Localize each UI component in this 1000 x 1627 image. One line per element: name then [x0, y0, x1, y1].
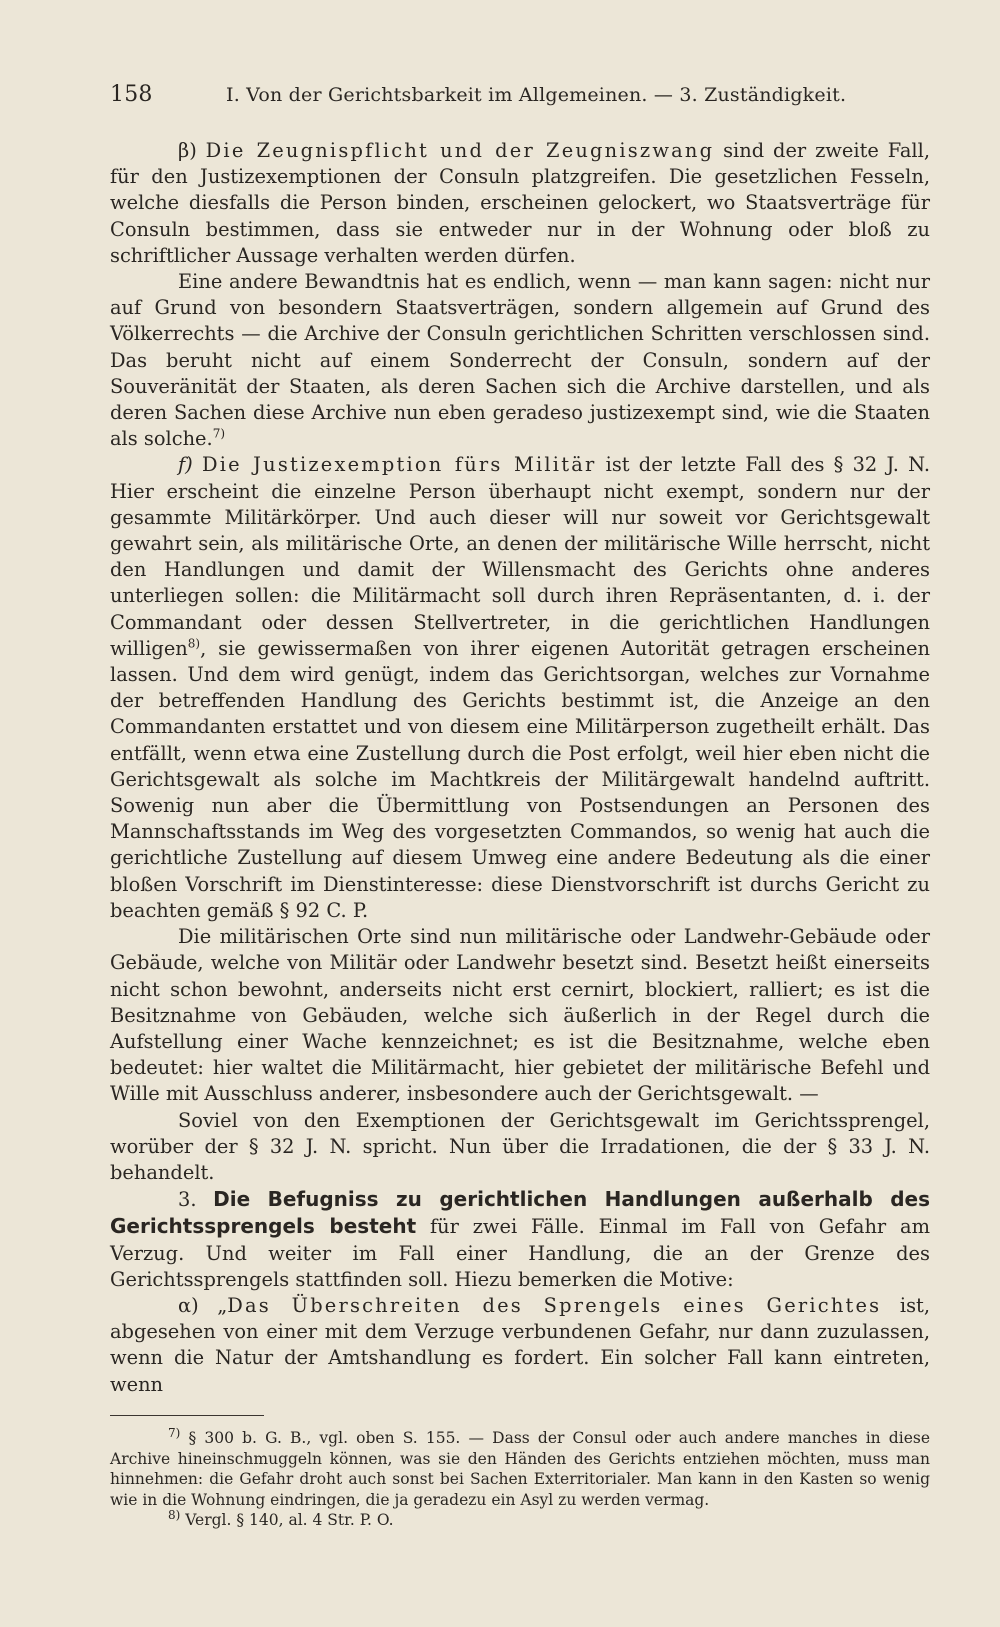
footnote-8	[110, 1507, 930, 1531]
paragraph-text: Soviel von den Exemptionen der Gerichtsgewalt im Gerichtssprengel, worüber der § 32 J. N. spricht. Nun über die Irradationen, die der § 33 J. N. behandelt.	[110, 1108, 930, 1184]
paragraph-text: ist, abgesehen von einer mit dem Verzuge verbundenen Gefahr, nur dann zuzulassen, wenn die Natur der Amtshandlung es fordert. Ein solcher Fall kann eintreten, wenn	[110, 1293, 930, 1396]
paragraph-section-3	[110, 1186, 930, 1293]
enum-marker: f)	[178, 453, 202, 477]
spaced-heading: Die Zeugnispflicht und der Zeugniszwang	[205, 139, 715, 162]
footnote-text: § 300 b. G. B., vgl. oben S. 155. — Dass der Consul oder auch andere manches in diese Archive hineinschmuggeln können, was sie den Händen des Gerichts entziehen möchten, muss man hinnehmen: die Gefahr droht auch sonst bei Sachen Exterritorialer. Man kann in den Kasten so wenig wie in die Wohnung eindringen, die ja geradezu ein Asyl zu werden vermag.	[110, 1429, 930, 1509]
paragraph-alpha	[110, 1293, 930, 1398]
enum-marker: β)	[178, 139, 206, 162]
footnote-mark: 8)	[168, 1507, 181, 1522]
footnote-7	[110, 1425, 930, 1510]
footnote-ref-7[interactable]: 7)	[212, 426, 226, 441]
page-number: 158	[110, 82, 153, 107]
spaced-heading: Das Überschreiten des Sprengels eines Gerichtes	[227, 1293, 882, 1317]
paragraph-text: , sie gewissermaßen von ihrer eigenen Autorität getragen erscheinen lassen. Und dem wird genügt, indem das Gerichtsorgan, welches zur Vornahme der betreffenden Handlung des Gerichts bestimmt ist, die Anzeige an den Commandanten erstattet und von diesem eine Militärperson zugetheilt erhält. Das entfällt, wenn etwa eine Zustellung durch die Post erfolgt, weil hier eben nicht die Gerichtsgewalt als solche im Machtkreis der Militärgewalt handelnd auftritt. Sowenig nun aber die Übermittlung von Postsendungen an Personen des Mannschaftsstands im Weg des vorgesetzten Commandos, so wenig hat auch die gerichtliche Zustellung auf diesem Umweg eine andere Bedeutung als die einer bloßen Vorschrift im Dienstinteresse: diese Dienstvorschrift ist durchs Gericht zu beachten gemäß § 92 C. P.	[110, 636, 930, 922]
footnote-separator	[110, 1415, 264, 1416]
footnote-mark: 7)	[168, 1425, 181, 1440]
footnotes	[110, 1425, 930, 1531]
paragraph-text: sind der zweite Fall, für den Justizexemptionen der Consuln platzgreifen. Die gesetzlichen Fesseln, welche diesfalls die Person binden, erscheinen gelockert, wo Staatsverträge für Consuln bestimmen, dass sie entweder nur in der Wohnung oder bloß zu schriftlicher Aussage verhalten werden dürfen.	[110, 139, 930, 267]
section-heading: Die Befugniss zu gerichtlichen Handlungen außerhalb des Gerichtssprengels besteht	[110, 1187, 931, 1239]
paragraph-beta	[110, 138, 930, 269]
spaced-heading: Die Justizexemption fürs Militär	[201, 453, 597, 477]
paragraph-text: Die militärischen Orte sind nun militärische oder Landwehr-Gebäude oder Gebäude, welche von Militär oder Landwehr besetzt sind. Besetzt heißt einerseits nicht schon bewohnt, anderseits nicht erst cernirt, blockiert, ralliert; es ist die Besitznahme von Gebäuden, welche sich äußerlich in der Regel durch die Aufstellung einer Wache kennzeichnet; es ist die Besitznahme, welche eben bedeutet: hier waltet die Militärmacht, hier gebietet der militärische Befehl und Wille mit Ausschluss anderer, insbesondere auch der Gerichtsgewalt. —	[110, 925, 930, 1106]
paragraph-text: für zwei Fälle. Einmal im Fall von Gefahr am Verzug. Und weiter im Fall einer Handlung, die an der Grenze des Gerichtssprengels stattfinden soll. Hiezu bemerken die Motive:	[110, 1215, 930, 1291]
enum-marker: α) „	[178, 1293, 228, 1317]
paragraph-exemptions-summary	[110, 1108, 930, 1187]
page-header	[110, 82, 940, 114]
paragraph-text: Eine andere Bewandtnis hat es endlich, wenn — man kann sagen: nicht nur auf Grund von besondern Staatsverträgen, sondern allgemein auf Grund des Völkerrechts — die Archive der Consuln gerichtlichen Schritten verschlossen sind. Das beruht nicht auf einem Sonderrecht der Consuln, sondern auf der Souveränität der Staaten, als deren Sachen sich die Archive darstellen, und als deren Sachen diese Archive nun eben geradeso justizexempt sind, wie die Staaten als solche.	[110, 270, 930, 451]
footnote-ref-8[interactable]: 8)	[187, 636, 201, 651]
paragraph-archives	[110, 269, 930, 452]
section-number: 3.	[178, 1188, 214, 1212]
main-text	[110, 138, 930, 1398]
footnote-text: Vergl. § 140, al. 4 Str. P. O.	[180, 1511, 394, 1529]
paragraph-military	[110, 452, 930, 924]
paragraph-military-places	[110, 924, 930, 1107]
running-head: I. Von der Gerichtsbarkeit im Allgemeinen. — 3. Zuständigkeit.	[226, 84, 847, 106]
paragraph-text: ist der letzte Fall des § 32 J. N. Hier erscheint die einzelne Person überhaupt nicht exempt, sondern nur der gesammte Militärkörper. Und auch dieser will nur soweit vor Gerichtsgewalt gewahrt sein, als militärische Orte, an denen der militärische Wille herrscht, nicht den Handlungen und damit der Willensmacht des Gerichts ohne anderes unterliegen sollen: die Militärmacht soll durch ihren Repräsentanten, d. i. der Commandant oder dessen Stellvertreter, in die gerichtlichen Handlungen willigen	[110, 453, 930, 660]
